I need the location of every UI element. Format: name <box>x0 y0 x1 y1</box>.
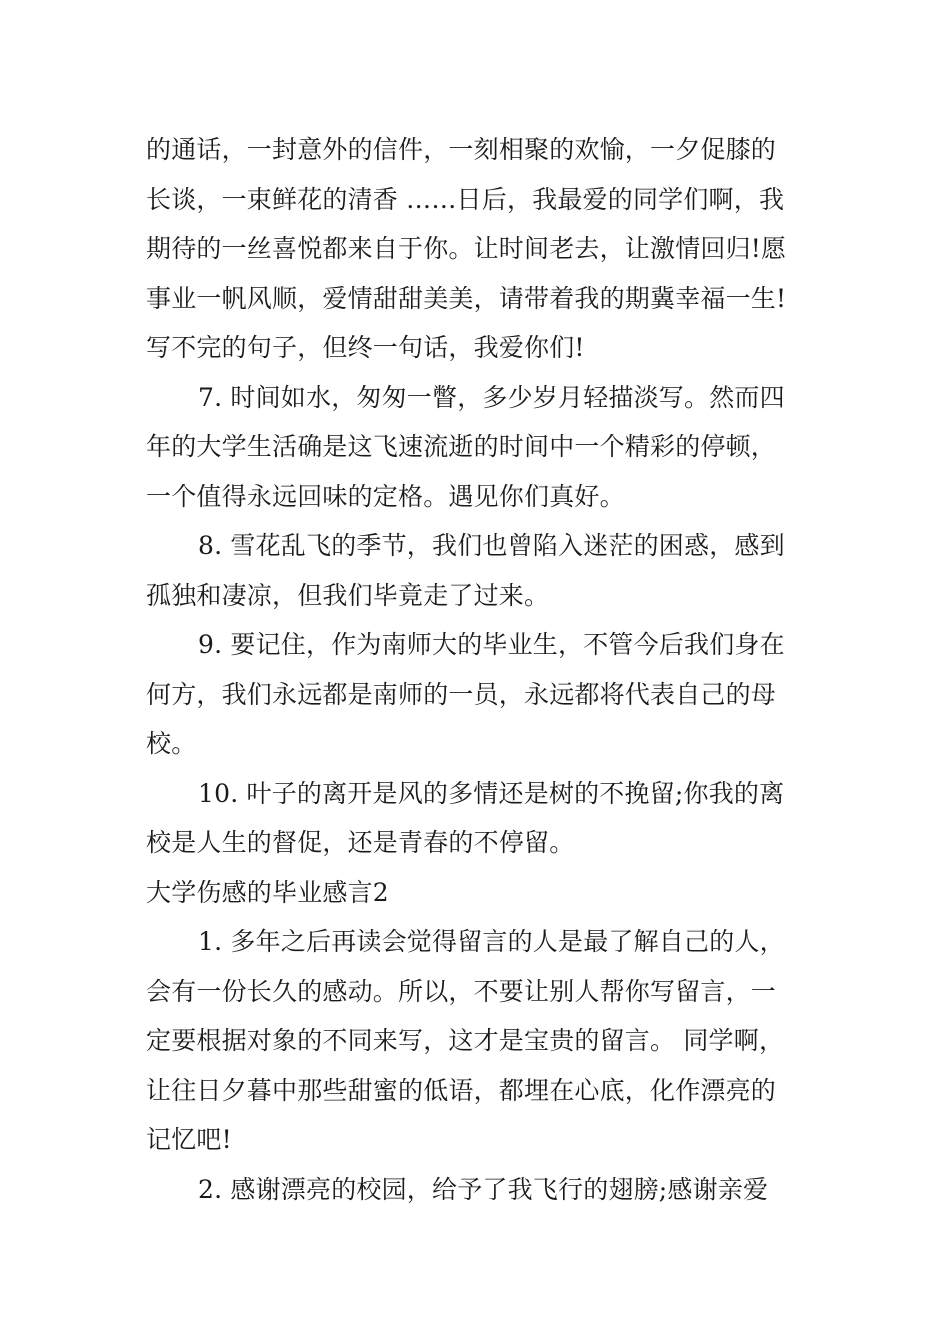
list-item-2: 2. 感谢漂亮的校园，给予了我飞行的翅膀;感谢亲爱 <box>198 1174 769 1204</box>
text-line: 期待的一丝喜悦都来自于你。让时间老去，让激情回归!愿 <box>146 234 787 263</box>
text-line: 长谈，一束鲜花的清香 ……日后，我最爱的同学们啊，我 <box>146 184 785 214</box>
text-line: 校。 <box>146 729 197 758</box>
text-line: 何方，我们永远都是南师的一员，永远都将代表自己的母 <box>146 679 777 709</box>
section-heading: 大学伤感的毕业感言2 <box>146 877 389 907</box>
list-item-8: 8. 雪花乱飞的季节，我们也曾陷入迷茫的困惑，感到 <box>198 531 785 560</box>
text-line: 一个值得永远回味的定格。遇见你们真好。 <box>146 481 625 511</box>
document-body <box>146 125 806 1214</box>
text-line: 的通话，一封意外的信件，一刻相聚的欢愉，一夕促膝的 <box>146 135 777 164</box>
text-line: 年的大学生活确是这飞速流逝的时间中一个精彩的停顿， <box>146 432 777 461</box>
text-line: 写不完的句子，但终一句话，我爱你们! <box>146 333 585 362</box>
text-line: 会有一份长久的感动。所以，不要让别人帮你写留言，一 <box>146 976 777 1006</box>
list-item-7: 7. 时间如水，匆匆一瞥，多少岁月轻描淡写。然而四 <box>198 382 785 412</box>
text-line: 定要根据对象的不同来写，这才是宝贵的留言。 同学啊， <box>146 1026 785 1055</box>
text-line: 校是人生的督促，还是青春的不停留。 <box>146 828 575 857</box>
text-line: 让往日夕暮中那些甜蜜的低语，都埋在心底，化作漂亮的 <box>146 1075 777 1105</box>
text-line: 孤独和凄凉，但我们毕竟走了过来。 <box>146 580 550 610</box>
list-item-10: 10. 叶子的离开是风的多情还是树的不挽留;你我的离 <box>198 778 785 808</box>
text-line: 事业一帆风顺，爱情甜甜美美，请带着我的期冀幸福一生! <box>146 283 787 313</box>
text-line: 记忆吧! <box>146 1125 232 1154</box>
list-item-9: 9. 要记住，作为南师大的毕业生，不管今后我们身在 <box>198 630 785 659</box>
list-item-1: 1. 多年之后再读会觉得留言的人是最了解自己的人， <box>198 927 785 956</box>
